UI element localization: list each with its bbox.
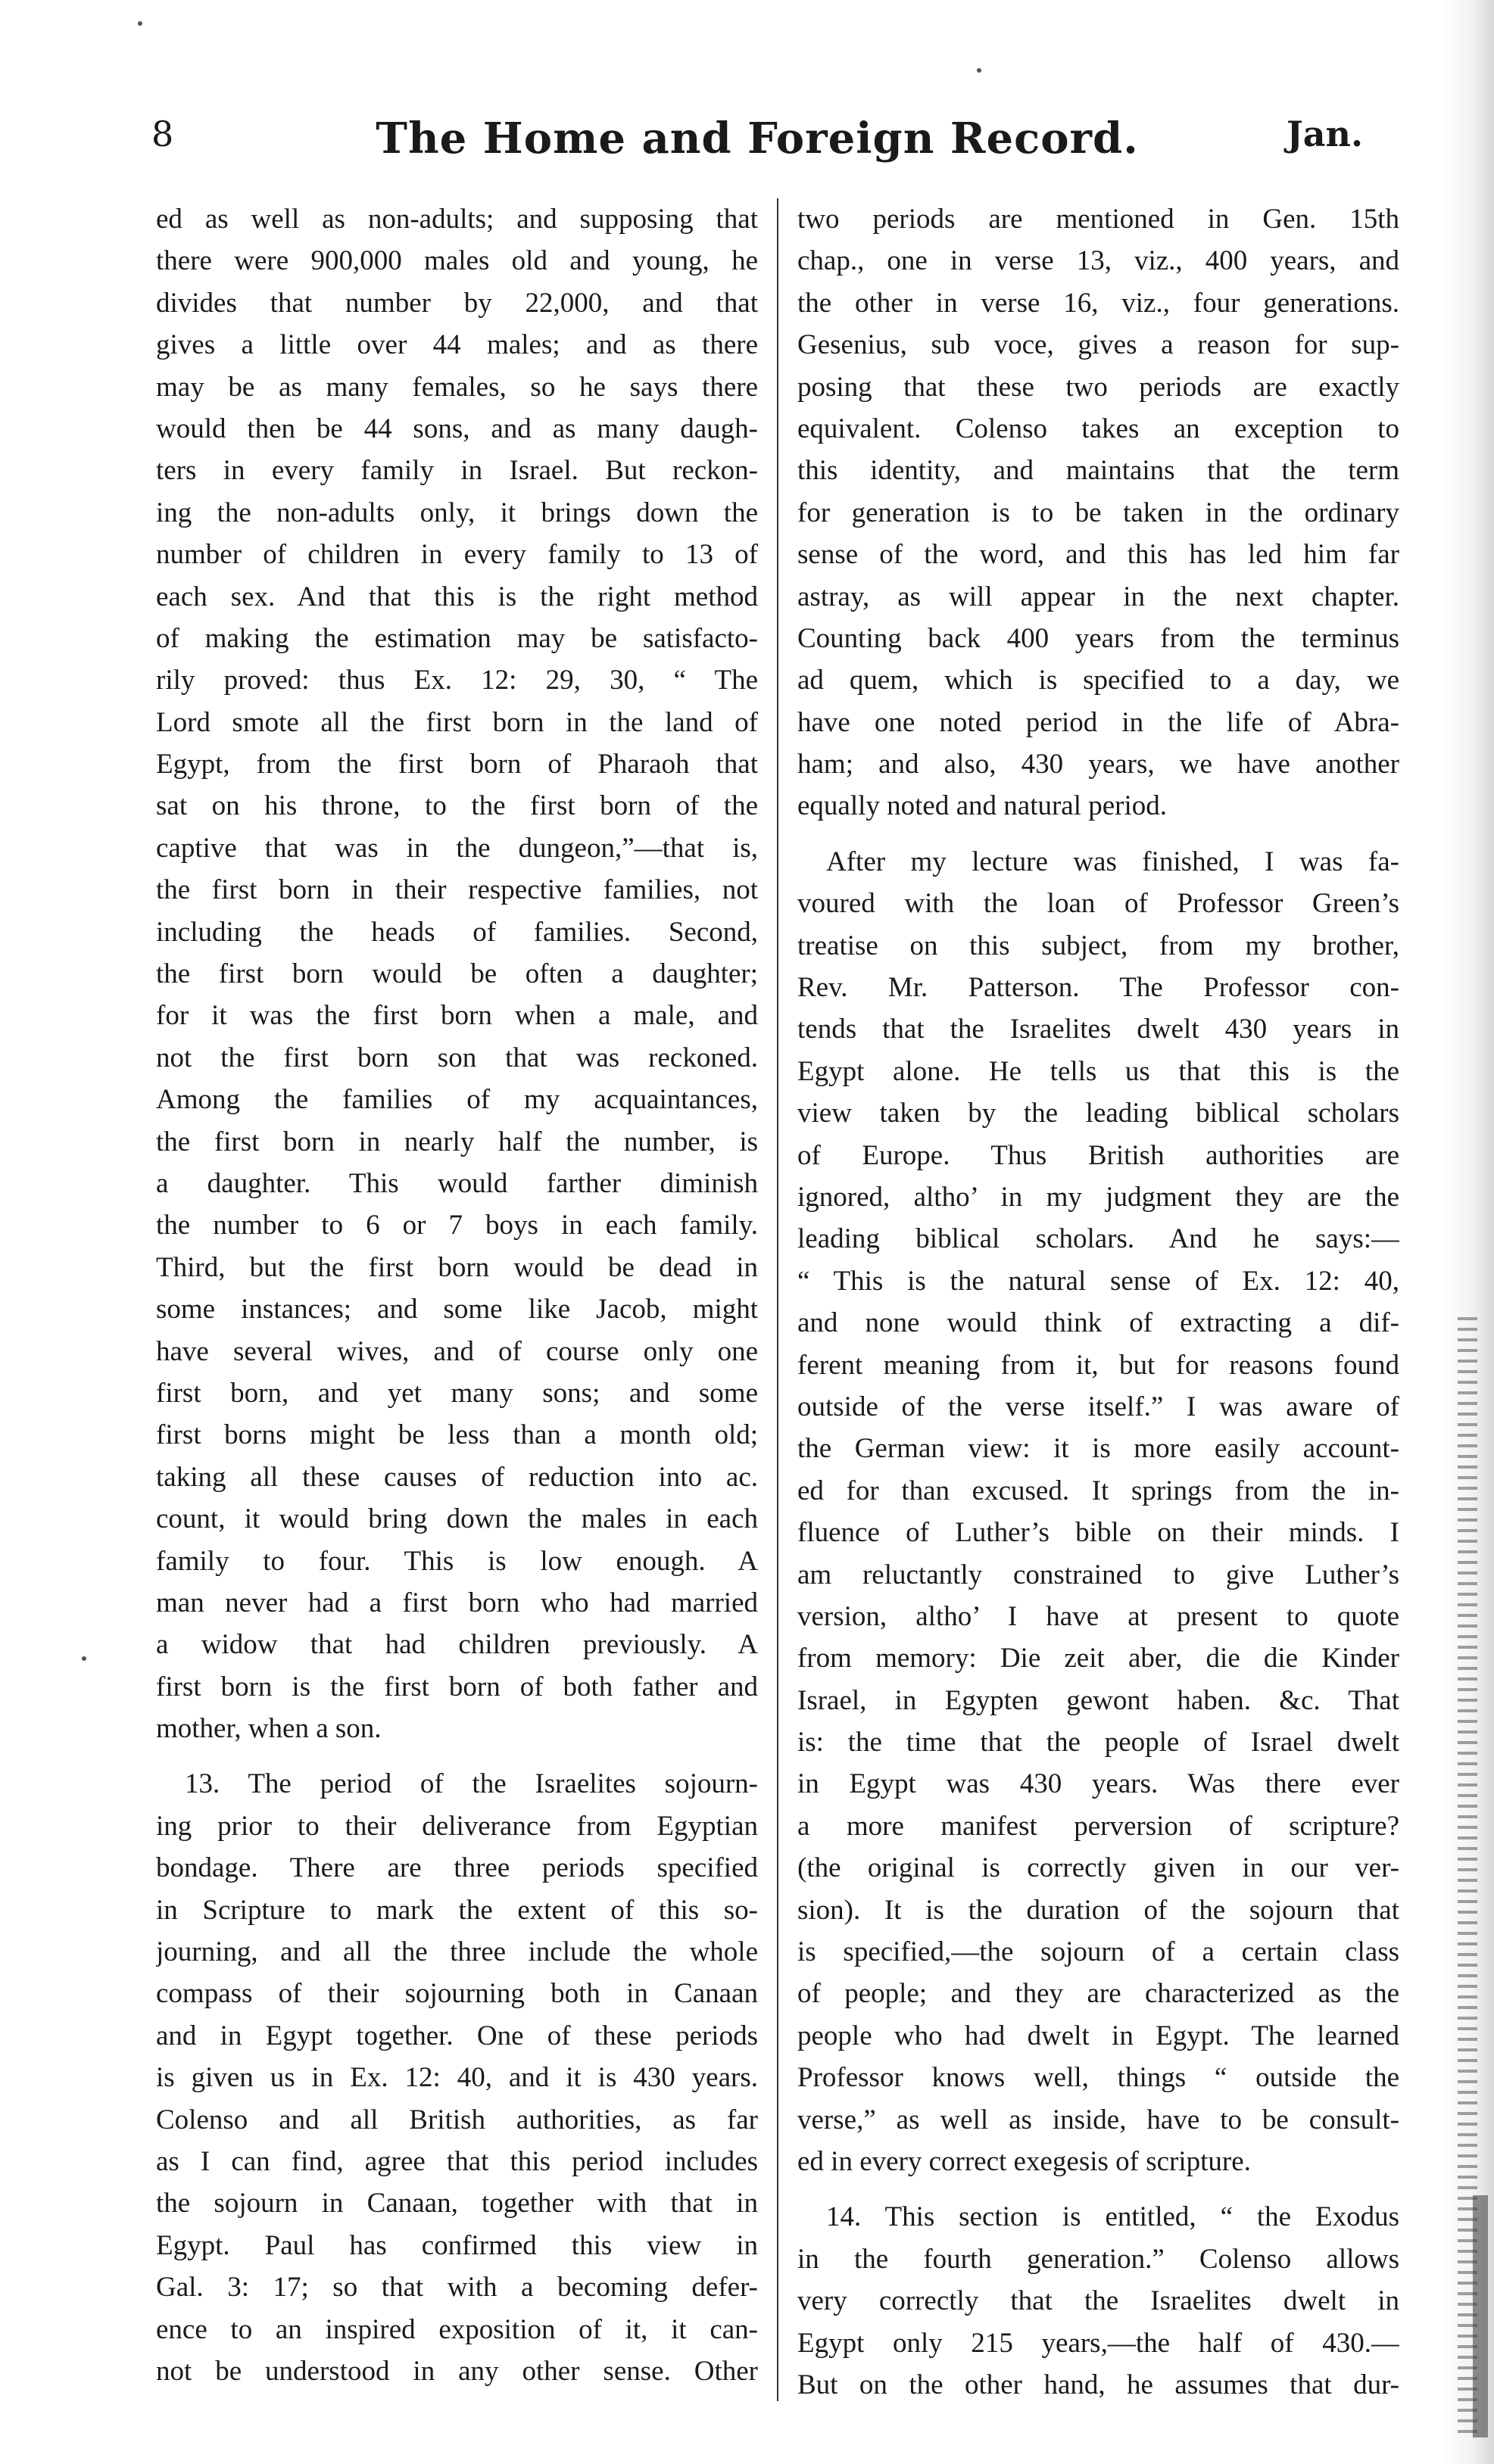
text-line: two periods are mentioned in Gen. 15th — [797, 204, 1399, 235]
text-line: journing, and all the three include the whole — [156, 1936, 758, 1968]
text-line: tends that the Israelites dwelt 430 years in — [797, 1014, 1399, 1045]
paragraph-gap — [797, 827, 1399, 841]
text-line: equally noted and natural period. — [797, 790, 1168, 822]
text-line: of Europe. Thus British authorities are — [797, 1139, 1399, 1171]
text-line: Gesenius, sub voce, gives a reason for sup- — [797, 329, 1399, 361]
text-line: Egypt only 215 years,—the half of 430.— — [797, 2327, 1399, 2359]
text-line: family to four. This is low enough. A — [156, 1545, 758, 1577]
page-header — [151, 114, 1363, 174]
left-column — [156, 198, 758, 2392]
text-line: Egypt. Paul has confirmed this view in — [156, 2229, 758, 2261]
text-line: the number to 6 or 7 boys in each family. — [156, 1210, 758, 1241]
text-line: from memory: Die zeit aber, die die Kinder — [797, 1643, 1399, 1674]
text-line: Colenso and all British authorities, as far — [156, 2104, 758, 2135]
scan-speck — [138, 21, 142, 26]
right-column — [797, 198, 1399, 2406]
text-line: leading biblical scholars. And he says:— — [797, 1223, 1399, 1255]
text-line: sion). It is the duration of the sojourn that — [797, 1894, 1399, 1926]
text-line: is specified,—the sojourn of a certain class — [797, 1936, 1399, 1968]
text-line: ed in every correct exegesis of scripture. — [797, 2145, 1251, 2177]
text-line: the first born in their respective families, not — [156, 874, 758, 906]
text-line: ters in every family in Israel. But reckon- — [156, 455, 758, 487]
text-line: in the fourth generation.” Colenso allows — [797, 2243, 1399, 2275]
text-line: sense of the word, and this has led him far — [797, 539, 1399, 571]
text-line: as I can find, agree that this period includes — [156, 2145, 758, 2177]
text-line: have several wives, and of course only one — [156, 1335, 758, 1367]
text-line: of people; and they are characterized as the — [797, 1978, 1399, 2010]
text-line: taking all these causes of reduction into ac. — [156, 1461, 758, 1493]
text-line: some instances; and some like Jacob, might — [156, 1294, 758, 1325]
text-line: people who had dwelt in Egypt. The learned — [797, 2020, 1399, 2051]
text-line: am reluctantly constrained to give Luther’s — [797, 1559, 1399, 1590]
text-line: ignored, altho’ in my judgment they are the — [797, 1181, 1399, 1213]
text-line: Among the families of my acquaintances, — [156, 1084, 758, 1116]
text-line: treatise on this subject, from my brother, — [797, 930, 1399, 961]
text-line: equivalent. Colenso takes an exception to — [797, 413, 1399, 444]
text-line: Gal. 3: 17; so that with a becoming defer- — [156, 2272, 758, 2304]
paragraph-gap — [797, 2182, 1399, 2196]
text-line: the German view: it is more easily account- — [797, 1433, 1399, 1465]
text-line: the first born would be often a daughter; — [156, 958, 758, 990]
text-line: first born, and yet many sons; and some — [156, 1377, 758, 1409]
text-line: ing prior to their deliverance from Egyptian — [156, 1810, 758, 1842]
text-line: gives a little over 44 males; and as there — [156, 329, 758, 361]
text-line: Egypt alone. He tells us that this is the — [797, 1055, 1399, 1087]
page-number: 8 — [151, 114, 174, 154]
text-line: chap., one in verse 13, viz., 400 years, and — [797, 245, 1399, 277]
text-line: voured with the loan of Professor Green’s — [797, 888, 1399, 920]
text-line: not be understood in any other sense. Other — [156, 2355, 758, 2387]
text-line: is given us in Ex. 12: 40, and it is 430 years. — [156, 2062, 758, 2094]
text-line: ed as well as non-adults; and supposing that — [156, 204, 758, 235]
text-line: this identity, and maintains that the term — [797, 455, 1399, 487]
text-line: ed for than excused. It springs from the in- — [797, 1475, 1399, 1506]
text-line: bondage. There are three periods specified — [156, 1852, 758, 1884]
scan-speck — [977, 68, 981, 73]
text-line: Third, but the first born would be dead in — [156, 1251, 758, 1283]
text-line: divides that number by 22,000, and that — [156, 287, 758, 319]
text-line: a widow that had children previously. A — [156, 1629, 758, 1661]
text-line: very correctly that the Israelites dwelt in — [797, 2285, 1399, 2317]
text-line: Rev. Mr. Patterson. The Professor con- — [797, 972, 1399, 1004]
text-line: the sojourn in Canaan, together with that in — [156, 2188, 758, 2219]
text-line: and in Egypt together. One of these periods — [156, 2020, 758, 2051]
paragraph-gap — [156, 1749, 758, 1763]
text-line: 13. The period of the Israelites sojourn- — [185, 1768, 758, 1800]
text-line: compass of their sojourning both in Canaan — [156, 1978, 758, 2010]
text-line: of making the estimation may be satisfacto- — [156, 622, 758, 654]
text-line: ence to an inspired exposition of it, it can- — [156, 2313, 758, 2345]
text-line: rily proved: thus Ex. 12: 29, 30, “ The — [156, 665, 758, 696]
scan-edge-dark-patch — [1473, 2195, 1488, 2438]
text-line: “ This is the natural sense of Ex. 12: 40, — [797, 1265, 1399, 1297]
scan-speck — [82, 1656, 86, 1661]
text-line: is: the time that the people of Israel dwelt — [797, 1727, 1399, 1758]
text-line: the other in verse 16, viz., four generations. — [797, 287, 1399, 319]
text-line: have one noted period in the life of Abra- — [797, 706, 1399, 738]
text-line: would then be 44 sons, and as many daugh- — [156, 413, 758, 444]
text-line: But on the other hand, he assumes that dur- — [797, 2369, 1399, 2400]
text-line: sat on his throne, to the first born of the — [156, 790, 758, 822]
text-line: in Scripture to mark the extent of this so- — [156, 1894, 758, 1926]
text-line: man never had a first born who had married — [156, 1587, 758, 1618]
text-line: not the first born son that was reckoned. — [156, 1042, 758, 1073]
text-line: the first born in nearly half the number, is — [156, 1126, 758, 1157]
text-line: Israel, in Egypten gewont haben. &c. That — [797, 1684, 1399, 1716]
text-line: Egypt, from the first born of Pharaoh that — [156, 749, 758, 780]
text-line: outside of the verse itself.” I was aware of — [797, 1391, 1399, 1422]
text-line: verse,” as well as inside, have to be consult- — [797, 2104, 1399, 2135]
text-line: including the heads of families. Second, — [156, 916, 758, 948]
text-line: ham; and also, 430 years, we have another — [797, 749, 1399, 780]
text-line: astray, as will appear in the next chapter. — [797, 581, 1399, 612]
text-line: (the original is correctly given in our ver- — [797, 1852, 1399, 1884]
text-line: first born is the first born of both father and — [156, 1671, 758, 1702]
text-line: there were 900,000 males old and young, he — [156, 245, 758, 277]
text-line: a daughter. This would farther diminish — [156, 1167, 758, 1199]
text-line: posing that these two periods are exactly — [797, 371, 1399, 403]
text-line: each sex. And that this is the right method — [156, 581, 758, 612]
text-line: After my lecture was finished, I was fa- — [826, 846, 1399, 877]
text-line: first borns might be less than a month old; — [156, 1419, 758, 1451]
text-line: in Egypt was 430 years. Was there ever — [797, 1768, 1399, 1800]
text-line: 14. This section is entitled, “ the Exodus — [826, 2201, 1399, 2233]
text-line: Counting back 400 years from the terminus — [797, 622, 1399, 654]
text-line: count, it would bring down the males in each — [156, 1503, 758, 1535]
running-title: The Home and Foreign Record. — [376, 114, 1139, 164]
text-line: ing the non-adults only, it brings down the — [156, 497, 758, 528]
text-line: and none would think of extracting a dif- — [797, 1307, 1399, 1339]
text-line: for generation is to be taken in the ordinary — [797, 497, 1399, 528]
header-month: Jan. — [1286, 114, 1363, 154]
text-line: a more manifest perversion of scripture? — [797, 1810, 1399, 1842]
text-line: Professor knows well, things “ outside the — [797, 2062, 1399, 2094]
text-line: ad quem, which is specified to a day, we — [797, 665, 1399, 696]
text-line: version, altho’ I have at present to quote — [797, 1600, 1399, 1632]
text-line: fluence of Luther’s bible on their minds. I — [797, 1517, 1399, 1549]
text-line: for it was the first born when a male, and — [156, 1000, 758, 1032]
text-line: ferent meaning from it, but for reasons found — [797, 1349, 1399, 1381]
text-line: captive that was in the dungeon,”—that is, — [156, 832, 758, 864]
text-line: number of children in every family to 13 of — [156, 539, 758, 571]
text-line: Lord smote all the first born in the land of — [156, 706, 758, 738]
text-line: may be as many females, so he says there — [156, 371, 758, 403]
text-line: view taken by the leading biblical scholars — [797, 1098, 1399, 1129]
text-line: mother, when a son. — [156, 1713, 382, 1745]
column-divider — [777, 198, 778, 2401]
